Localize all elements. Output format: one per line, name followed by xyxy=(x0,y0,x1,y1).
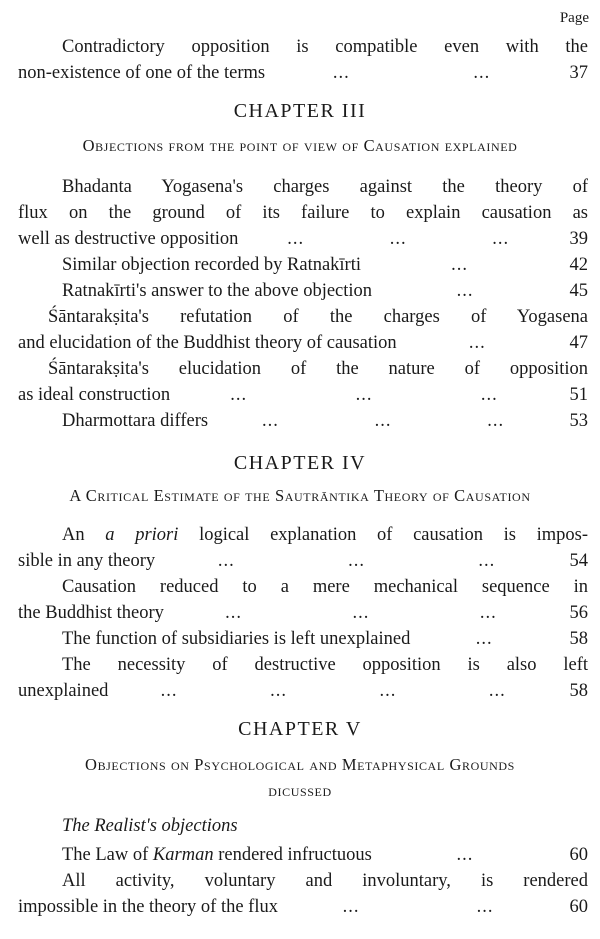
entry-text: Dharmottara differs xyxy=(62,411,209,431)
entry-line: All activity, voluntary and involuntary, is rendered xyxy=(62,871,588,891)
page-number: 42 xyxy=(569,255,588,275)
entry-text: unexplained xyxy=(18,681,109,701)
entry-text: Similar objection recorded by Ratnakīrti xyxy=(62,255,361,275)
entry-last-line xyxy=(18,408,588,434)
leader-dots: ... ... ... ... xyxy=(160,681,506,701)
page-number: 60 xyxy=(569,845,588,865)
leader-dots: ... xyxy=(475,629,493,649)
toc-entry xyxy=(18,34,588,86)
page-number: 45 xyxy=(569,281,588,301)
page-number: 60 xyxy=(569,897,588,917)
entry-last-line xyxy=(18,252,588,278)
entry-last-line xyxy=(18,278,588,304)
toc-entry xyxy=(18,574,588,626)
toc-entry xyxy=(18,868,588,920)
leader-dots: ... xyxy=(468,333,486,353)
entry-line: Causation reduced to a mere mechanical sequence in xyxy=(62,577,588,597)
page-number: 54 xyxy=(569,551,588,571)
toc-entry xyxy=(18,522,588,574)
leader-dots: ... ... xyxy=(342,897,494,917)
page-number: 47 xyxy=(569,333,588,353)
entry-text: impossible in the theory of the flux xyxy=(18,897,278,917)
page-number: 58 xyxy=(569,681,588,701)
entry-text: and elucidation of the Buddhist theory of causation xyxy=(18,333,397,353)
entry-line: Śāntarakṣita's refutation of the charges of Yogasena xyxy=(48,307,588,327)
entry-last-line xyxy=(18,678,588,704)
entry-last-line xyxy=(18,548,588,574)
toc-entry xyxy=(18,356,588,408)
leader-dots: ... ... ... xyxy=(230,385,498,405)
chapter-subtitle: A Critical Estimate of the Sautrāntika Theory of Causation xyxy=(69,486,531,505)
chapter-title: CHAPTER V xyxy=(238,718,362,740)
entry-line: The necessity of destructive opposition is also left xyxy=(62,655,588,675)
toc-entry xyxy=(18,626,588,652)
page-number: 53 xyxy=(569,411,588,431)
entry-line: flux on the ground of its failure to explain causation as xyxy=(18,203,588,223)
leader-dots: ... xyxy=(456,281,474,301)
entry-last-line xyxy=(18,894,588,920)
toc-entry xyxy=(18,408,588,434)
entry-line: An a priori logical explanation of causation is impos- xyxy=(62,525,588,545)
toc-entry xyxy=(18,304,588,356)
chapter-title: CHAPTER IV xyxy=(233,452,367,474)
entry-text: well as destructive opposition xyxy=(18,229,239,249)
entry-last-line xyxy=(18,226,588,252)
toc-entry xyxy=(18,278,588,304)
toc-entry xyxy=(18,652,588,704)
toc-entry xyxy=(18,842,588,868)
leader-dots: ... xyxy=(456,845,474,865)
page-number: 37 xyxy=(569,63,588,83)
entry-line: Bhadanta Yogasena's charges against the theory of xyxy=(62,177,588,197)
entry-last-line xyxy=(18,626,588,652)
page-number: 51 xyxy=(569,385,588,405)
page-number: 39 xyxy=(569,229,588,249)
leader-dots: ... ... ... xyxy=(225,603,497,623)
entry-text: Ratnakīrti's answer to the above objection xyxy=(62,281,373,301)
chapter-title: CHAPTER III xyxy=(233,100,367,122)
page-number: 58 xyxy=(569,629,588,649)
entry-last-line xyxy=(18,842,588,868)
leader-dots: ... ... xyxy=(332,63,491,83)
chapter-subtitle: Objections on Psychological and Metaphysical Grounds dicussed xyxy=(85,755,515,800)
page-number: 56 xyxy=(569,603,588,623)
entry-text: non-existence of one of the terms xyxy=(18,63,266,83)
toc-entry xyxy=(18,174,588,252)
entry-last-line xyxy=(18,330,588,356)
leader-dots: ... xyxy=(451,255,468,275)
entry-last-line xyxy=(18,60,588,86)
entry-text: sible in any theory xyxy=(18,551,156,571)
section-heading: The Realist's objections xyxy=(62,816,238,836)
entry-text: as ideal construction xyxy=(18,385,171,405)
entry-line: Śāntarakṣita's elucidation of the nature of opposition xyxy=(48,359,588,379)
entry-text: The Law of Karman rendered infructuous xyxy=(62,845,372,865)
entry-last-line xyxy=(18,382,588,408)
leader-dots: ... ... ... xyxy=(261,411,505,431)
toc-entry xyxy=(18,252,588,278)
leader-dots: ... ... ... xyxy=(217,551,496,571)
entry-text: the Buddhist theory xyxy=(18,603,164,623)
entry-text: The function of subsidiaries is left unexplained xyxy=(62,629,411,649)
entry-last-line xyxy=(18,600,588,626)
chapter-subtitle: Objections from the point of view of Causation explained xyxy=(82,136,518,155)
page-column-label: Page xyxy=(559,10,589,26)
leader-dots: ... ... ... xyxy=(287,229,510,249)
entry-line: Contradictory opposition is compatible even with the xyxy=(62,37,588,57)
